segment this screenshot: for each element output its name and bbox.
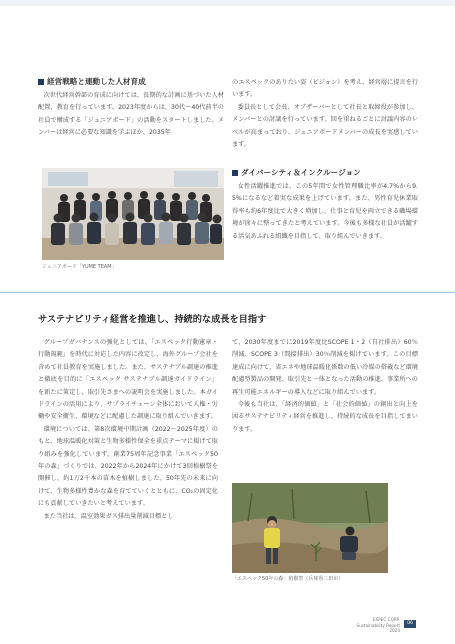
paragraph: 次世代経営幹部の育成に向けては、長期的な計画に基づいた人材配置、教育を行っています。2023年度からは、30代～40代前半の社員で構成する「ジュニアボード」の活動をスタートしました。メンバーは経営に必要な知識を学ぶほか、2035年 [38,92,224,137]
paragraph: 環境については、第8次環境中期計画（2022～2025年度）のもと、地球温暖化対策と生物多様性保全を重点テーマに掲げて取り組みを強化しています。創業75周年記念事業「エスペック50年の森」づくりでは、2022年から2024年にかけて3回植樹祭を開催し、約1万2千本の苗木を植樹しました。50年先の未来に向けて、生物多様性豊かな森を育てていくとともに、CO₂の固定化にも貢献していきたいと考えています。 [38,425,218,508]
section-divider [0,292,455,293]
group-photo-illustration [42,168,224,260]
paragraph: 委員長として会長、オブザーバーとして社長と取締役が参加し、メンバーとの討議を行っています。回を重ねるごとに討議内容のレベルが高まっており、ジュニアボードメンバーの成長を実感しています。 [232,103,418,149]
page-number: 06 [404,620,416,628]
tree-planting-photo [232,483,388,573]
paragraph: 今後も当社は、「経済的価値」と「社会的価値」の創出と向上を図るサステナビリティ経営を推進し、持続的な成長を目指してまいります。 [232,401,418,433]
section-title-sustainability: サステナビリティ経営を推進し、持続的な成長を目指す [38,314,267,325]
junior-board-photo-caption: ジュニアボード「YUME TEAM」 [42,264,117,270]
heading-text: ダイバーシティ＆インクルージョン [241,168,361,177]
paragraph: グループガバナンスの強化としては、「エスペック行動憲章・行動規範」を時代に対応した内容に改定し、海外グループ会社を含めて社員教育を実施しました。また、サステナブル調達の推進と徹底を目的に「エスペック サステナブル調達ガイドライン」を新たに策定し、取引先さまへの説明会を実施しました。本ガイドラインの活用により、サプライチェーン全体において人権・労働や安全衛生、環境などに配慮した調達に取り組んでいきます。 [38,339,218,421]
heading-diversity-inclusion [232,168,361,178]
paragraph: 女性活躍推進では、この5年間で女性管理職比率が4.7%から9.5%になるなど着実な成果を上げています。また、男性育児休業取得率も約6年度比で大きく増加し、仕事と育児を両立できる職場環境が徐々に整ってきたと考えています。今後も多様な社員が活躍する活気あふれる組織を目指して、取り組んでいきます。 [232,183,418,240]
heading-text: 経営戦略と連動した人材育成 [47,77,146,86]
section-marker-icon [232,170,238,176]
vision-proposal-body [232,77,418,151]
junior-board-photo [42,168,224,260]
sustainability-right-body [232,337,418,436]
top-band [0,0,455,6]
paragraph: また当社は、温室効果ガス排出量削減目標とし [43,512,174,520]
footer-report: Sustainability Report [356,622,400,628]
diversity-inclusion-body [232,181,418,243]
footer-year: 2024 [389,628,400,633]
section-marker-icon [38,79,44,85]
sustainability-left-body [38,337,218,523]
tree-planting-illustration [232,483,388,573]
footer-report-name [330,617,400,634]
talent-development-body [38,90,224,140]
tree-planting-photo-caption: 「エスペック50年の森」植樹祭（兵庫県三田市） [232,576,344,582]
paragraph: て、2030年度までに2019年度比SCOPE 1・2（自社排出）60％削減、SCOPE 3（間接排出）30％削減を掲げています。この目標達成に向けて、省エネや地球温暖化係数の低い冷媒の搭載など環境配慮型製品の開発、取引先と一体となった活動の推進、事業所への再生可能エネルギーの導入などに取り組んでいます。 [232,339,418,396]
heading-talent-development [38,77,146,87]
paragraph: のエスペックのありたい姿（ビジョン）を考え、経営層に提言を行います。 [232,79,418,99]
footer-company: ESPEC CORP. [372,617,400,622]
